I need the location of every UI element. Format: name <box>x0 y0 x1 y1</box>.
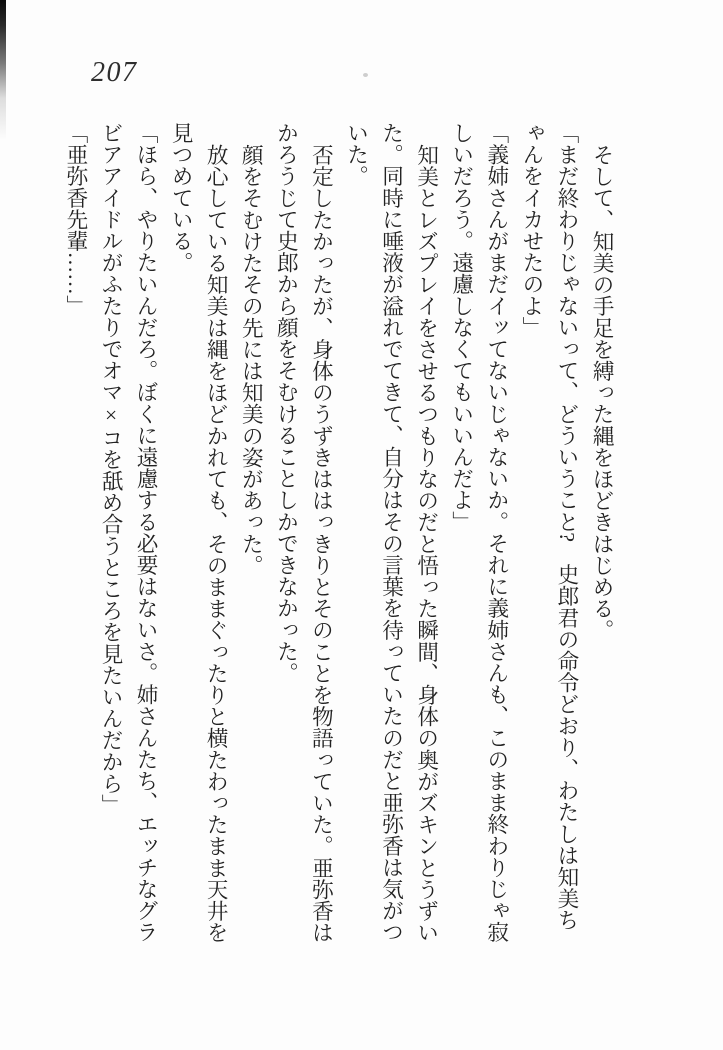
text-column: そして、知美の手足を縛った縄をほどきはじめる。 <box>590 143 614 641</box>
text-column: しいだろう。遠慮しなくてもいいんだよ」 <box>449 122 474 533</box>
vertical-text-block <box>57 122 619 948</box>
text-column: ゃんをイカせたのよ」 <box>519 122 544 338</box>
text-column: 知美とレズプレイをさせるつもりなのだと悟った瞬間、身体の奥がズキンとうずい <box>414 143 439 943</box>
scan-speck-artifact <box>363 73 368 77</box>
text-column: 「まだ終わりじゃないって、どういうこと? 史郎君の命令どおり、わたしは知美ち <box>554 122 579 931</box>
text-column: いた。 <box>344 122 369 187</box>
text-column: 「義姉さんがまだイッてないじゃないか。それに義姉さんも、このまま終わりじゃ寂 <box>484 122 509 943</box>
text-column: た。同時に唾液が溢れでてきて、自分はその言葉を待っていたのだと亜弥香は気がつ <box>379 122 404 943</box>
text-column: 否定したかったが、身体のうずきははっきりとそのことを物語っていた。亜弥香は <box>309 143 334 943</box>
text-column: 見つめている。 <box>169 122 194 274</box>
text-column: 顔をそむけたその先には知美の姿があった。 <box>239 143 264 576</box>
text-column: 「ほら、やりたいんだろ。ぼくに遠慮する必要はないさ。姉さんたち、エッチなグラ <box>134 122 159 943</box>
page-number: 207 <box>91 57 138 88</box>
text-column: 放心している知美は縄をほどかれても、そのままぐったりと横たわったまま天井を <box>204 143 229 943</box>
text-column: 「亜弥香先輩……」 <box>63 122 88 317</box>
scan-edge-artifact <box>0 0 6 140</box>
text-column: かろうじて史郎から顔をそむけることしかできなかった。 <box>274 122 299 684</box>
text-column: ビアアイドルがふたりでオマ×コを舐め合うところを見たいんだから」 <box>99 122 124 816</box>
